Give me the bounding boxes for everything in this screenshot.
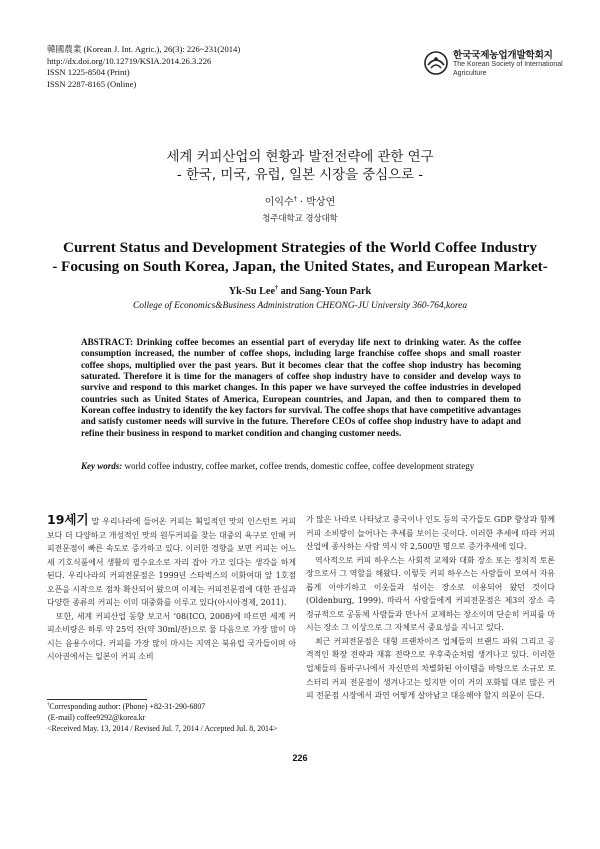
korean-title: 세계 커피산업의 현황과 발전전략에 관한 연구 [166, 150, 434, 165]
korean-subtitle: - 한국, 미국, 유럽, 일본 시장을 중심으로 - [176, 168, 424, 183]
society-name-en: The Korean Society of International Agriculture [453, 61, 563, 77]
journal-header [47, 44, 240, 90]
abstract-label: ABSTRACT: [81, 337, 134, 347]
body-paragraph: 또한, 세계 커피산업 동향 보고서 ‘08(ICO, 2008)에 따르면 세계 커피소비량은 하루 약 25억 잔(약 30ml/잔)으로 물 다음으로 가장 많이 마시는 음용수이다. 커피를 가장 많이 마시는 지역은 북유럽 국가들이며 아시아권에서는 일본이 커피 소비 [47, 611, 296, 662]
korean-authors [0, 193, 600, 208]
body-column-left [47, 513, 296, 664]
korean-affiliation: 청주대학교 경상대학 [262, 213, 338, 223]
drop-cap: 19세기 [47, 512, 89, 527]
email: (E-mail) coffee9292@korea.kr [48, 713, 146, 722]
english-subtitle: - Focusing on South Korea, Japan, the United States, and European Market- [52, 258, 548, 275]
author-separator: · [296, 197, 307, 208]
corresponding-mark: † [274, 285, 279, 292]
author-name: and Sang-Youn Park [278, 286, 372, 297]
abstract-text: Drinking coffee becomes an essential part of everyday life next to drinking water. As the coffee consumption increased, the number of coffee shops, including large franchise coffee shops and small roaster coffee shops, multiplied over the past years. But it becomes clear that the coffee shop industry has becoming saturated. Therefore it is time for the managers of coffee shop industry have to consider and develop ways to survive and respond to this market changes. In this paper we have surveyed the coffee industries in developed countries such as United States of America, European countries, and Japan, and then to compared them to Korean coffee industry to identify the key factors for survival. The coffee shops that have competitive advantages and satisfy customer needs will survive in the future. Therefore CEOs of coffee shop industry have to adapt and refine their business in respond to market condition and changing customer needs. [81, 337, 521, 438]
author-name: 이익수 [264, 197, 294, 208]
footnote-mark: † [47, 702, 50, 708]
body-paragraph: 역사적으로 커피 하우스는 사회적 교제와 대화 장소 또는 정치적 토론장으로서 그 역할을 해왔다. 이렇듯 커피 하우스는 사람들이 모여서 자유롭게 이야기하고 이웃들과 섞이는 장소로 이용되어 왔던 것이다(Oldenburg, 1999). 따라서 사람들에게 커피전문점은 제3의 장소 즉 정규적으로 공동체 사람들과 만나서 교제하는 장소이며 단순히 커피를 마시는 장소 그 이상으로 그 자체로서 중요성을 지니고 있다. [306, 555, 555, 633]
society-brand [424, 47, 564, 87]
issn-online: ISSN 2287-8165 (Online) [47, 78, 137, 89]
body-paragraph: 가 많은 나라로 나타났고 중국이나 인도 등의 국가들도 GDP 향상과 함께 커피 소비량이 늘어나는 추세를 보이는 곳이다. 이러한 추세에 따라 커피 산업에 종사하는 사람 역시 약 2,500만 명으로 증가추세에 있다. [306, 515, 555, 552]
author-name: Yk-Su Lee [228, 286, 275, 297]
body-paragraph [47, 513, 296, 610]
corresponding-mark: † [293, 195, 297, 203]
author-name: 박상연 [306, 197, 336, 208]
corresponding-author: Corresponding author: (Phone) +82-31-290-6807 [49, 702, 206, 711]
paragraph-text: 말 우리나라에 들어온 커피는 획일적인 맛의 인스턴트 커피보다 더 다양하고 개성적인 맛의 원두커피를 찾는 대중의 욕구로 인해 커피전문점이 빠른 속도로 증가하고 있다. 이러한 경향을 보면 커피는 어느새 기호식품에서 생활의 필수요소로 자리 잡아 가고 있다는 생각을 하게 된다. 우리나라의 커피전문점은 1999년 스타벅스의 이화여대 앞 1호점 오픈을 시작으로 점차 확산되어 왔으며 이제는 커피전문점에 대한 관심과 다양한 종류의 커피는 이미 대중화를 이루고 있다(아시아경제, 2011). [47, 517, 296, 608]
footnote-divider [47, 699, 147, 700]
english-title: Current Status and Development Strategies of the World Coffee Industry [62, 239, 538, 256]
keywords-label: Key words: [81, 461, 123, 471]
issn-print: ISSN 1225-8504 (Print) [47, 67, 130, 77]
society-name: 한국국제농업개발학회지 [453, 50, 553, 61]
keywords-text: world coffee industry, coffee market, coffee trends, domestic coffee, coffee development strategy [122, 461, 475, 471]
journal-citation: 韓國農業 (Korean J. Int. Agric.), 26(3): 226~231(2014) [47, 44, 241, 54]
body-paragraph: 최근 커피전문점은 대형 프랜차이즈 업체들의 브랜드 파워 그리고 공격적인 확장 전략과 재휴 전략으로 우후죽순처럼 생겨나고 있다. 이러한 업체들의 틈바구니에서 자신만의 차별화된 아이템을 바탕으로 소규모 로스터리 커피 전문점이 생겨나고는 있지만 이미 거의 포화될 대로 많은 커피 전문점 시장에서 과연 어떻게 살아남고 대응해야 할지 의문이 든다. [306, 636, 555, 701]
body-column-right [306, 513, 555, 703]
society-logo-icon [424, 51, 448, 75]
keywords [81, 461, 521, 472]
english-affiliation: College of Economics&Business Administration CHEONG-JU University 360-764,korea [132, 301, 468, 311]
doi-link[interactable]: http://dx.doi.org/10.12719/KSIA.2014.26.3.226 [47, 55, 212, 66]
received-dates: <Received May. 13, 2014 / Revised Jul. 7, 2014 / Accepted Jul. 8, 2014> [47, 724, 278, 733]
english-authors [0, 286, 600, 297]
page-number: 226 [292, 753, 308, 763]
abstract [81, 337, 521, 439]
footnote [47, 701, 297, 734]
